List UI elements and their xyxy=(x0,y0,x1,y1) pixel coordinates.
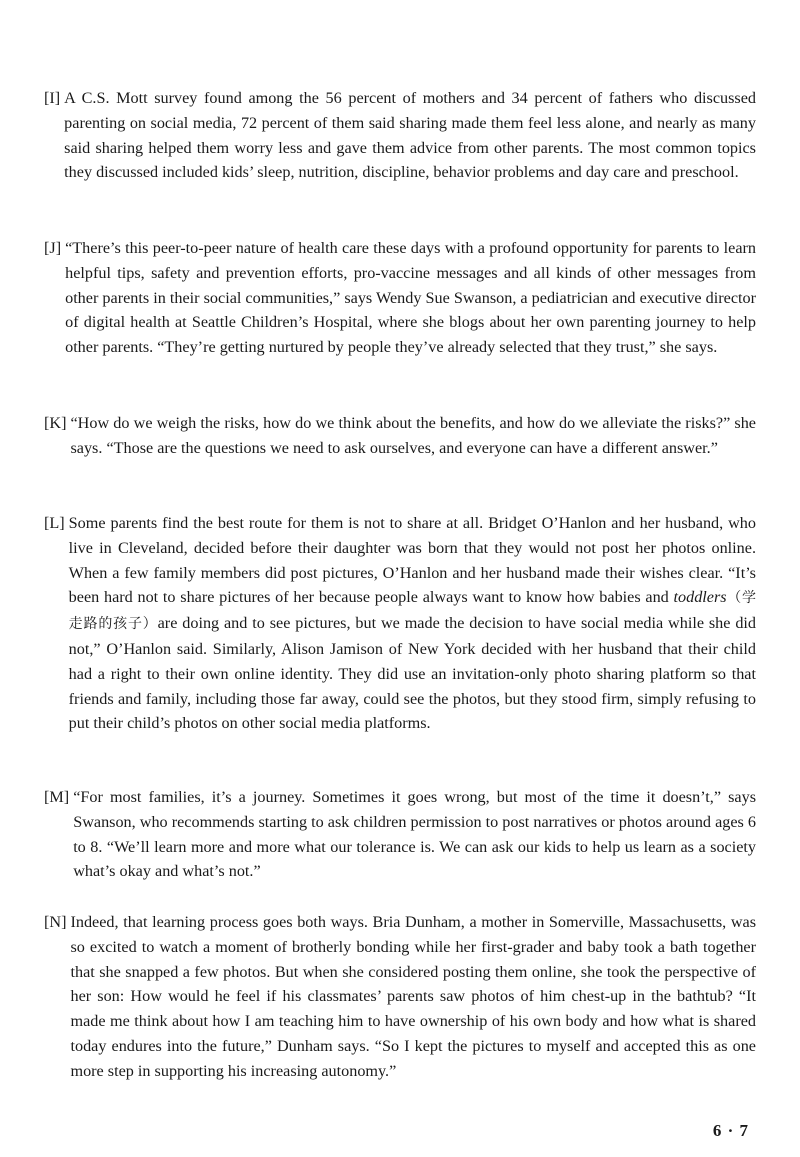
paragraph-text-j: “There’s this peer-to-peer nature of health care these days with a profound opportunity for parents to learn helpful tips, safety and prevention efforts, pro-vaccine messages and all kinds of other messages from other parents in their social communities,” says Wendy Sue Swanson, a pediatrician and executive director of digital health at Seattle Children’s Hospital, where she blogs about her own parenting journey to help other parents. “They’re getting nurtured by people they’ve already selected that they trust,” she says. xyxy=(65,239,756,357)
paragraph-text-n: Indeed, that learning process goes both ways. Bria Dunham, a mother in Somerville, Massachusetts, was so excited to watch a moment of brotherly bonding while her first-grader and baby took a bath together that she snapped a few photos. But when she considered posting them online, she took the perspective of her son: How would he feel if his classmates’ parents saw photos of him chest-up in the bathtub? “It made me think about how I am teaching him to have ownership of his own body and how what is shared today endures into the future,” Dunham says. “So I kept the pictures to myself and accepted this as one more step in supporting his increasing autonomy.” xyxy=(70,913,756,1080)
page-number: 6 · 7 xyxy=(712,1121,749,1140)
paragraph-label-n: [N] xyxy=(44,913,67,931)
paragraph-text-m: “For most families, it’s a journey. Sometimes it goes wrong, but most of the time it doesn’t,” says Swanson, who recommends starting to ask children permission to post narratives or photos around ages 6 to 8. “We’ll learn more and more what our tolerance is. We can ask our kids to help us learn as a society what’s okay and what’s not.” xyxy=(73,788,756,881)
glossed-word-toddlers: toddlers xyxy=(673,588,727,607)
paragraph-text-l-before: Some parents find the best route for them is not to share at all. Bridget O’Hanlon and her husband, who live in Cleveland, decided before their daughter was born that they would not post her photos online. When a few family members did post pictures, O’Hanlon and her husband made their wishes clear. “It’s been hard not to share pictures of her because people always want to know how babies and xyxy=(68,514,756,607)
paragraph-label-j: [J] xyxy=(44,239,62,257)
paragraph-text-l-after: are doing and to see pictures, but we made the decision to have social media while she did not,” O’Hanlon said. Similarly, Alison Jamison of New York decided with her husband that their child had a right to their own online identity. They did use an invitation-only photo sharing platform so that friends and family, including those far away, could see the photos, but they stood firm, simply refusing to put their child’s photos on other social media platforms. xyxy=(68,614,757,733)
paragraph-j xyxy=(44,236,756,360)
paragraph-l xyxy=(44,511,756,736)
paragraph-label-m: [M] xyxy=(44,788,70,806)
paragraph-label-l: [L] xyxy=(44,514,65,532)
paragraph-m xyxy=(44,785,756,884)
chinese-gloss: （学走路的孩子） xyxy=(68,590,756,633)
paragraph-i xyxy=(44,86,756,185)
paragraph-text-l xyxy=(69,511,756,736)
paragraph-n xyxy=(44,910,756,1084)
paragraph-text-i: A C.S. Mott survey found among the 56 percent of mothers and 34 percent of fathers who discussed parenting on social media, 72 percent of them said sharing made them feel less alone, and nearly as many said sharing helped them worry less and gave them advice from other parents. The most common topics they discussed included kids’ sleep, nutrition, discipline, behavior problems and day care and preschool. xyxy=(64,89,756,182)
paragraph-label-i: [I] xyxy=(44,89,61,107)
paragraph-k xyxy=(44,411,756,461)
paragraph-text-k: “How do we weigh the risks, how do we think about the benefits, and how do we alleviate the risks?” she says. “Those are the questions we need to ask ourselves, and everyone can have a different answer.” xyxy=(70,414,756,457)
paragraph-label-k: [K] xyxy=(44,414,67,432)
